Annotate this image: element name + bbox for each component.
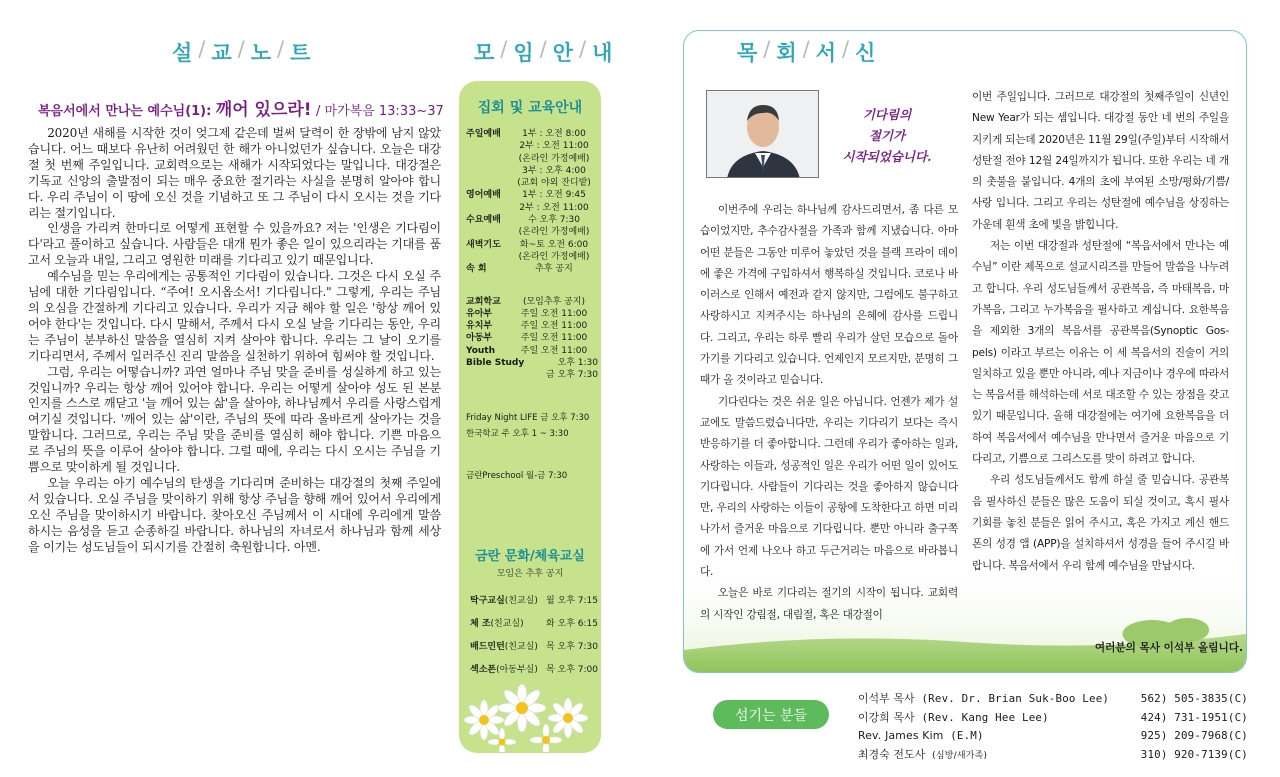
- staff-name: 최경숙 전도사: [858, 747, 926, 761]
- staff-name: 이강희 목사: [858, 710, 915, 724]
- title-separator: /: [198, 37, 206, 61]
- schedule-label: 주일예배: [466, 129, 501, 139]
- culture-label: 섹소폰: [470, 665, 497, 675]
- schedule-row: [466, 214, 598, 226]
- culture-note: (친교실): [504, 642, 538, 652]
- title-char: 회: [776, 41, 797, 65]
- letter-column-left: [700, 200, 958, 626]
- education-label: Youth: [466, 345, 495, 356]
- education-label: 교회학교: [466, 296, 501, 307]
- title-char: 트: [290, 41, 311, 65]
- staff-phone: 310) 920-7139(C): [1140, 747, 1248, 761]
- education-row: [466, 320, 598, 332]
- culture-label: 체 조: [470, 619, 491, 629]
- culture-time: 목 오후 7:30: [545, 642, 598, 652]
- letter-paragraph: 이번 주일입니다. 그러므로 대강절의 첫째주일이 신년인 New Year가 되는 셈입니다. 대강절 동안 네 번의 주일을 지키게 되는데 2020년은 11월 29일(주일)부터 시작해서 성탄절 전야 12월 24일까지가 됩니다. 또한 우리는 네 개의 촛불을 붙입니다. 4개의 초에 부여된 소망/평화/기쁨/사랑 입니다. 그리고 우리는 성탄절에 예수님을 상징하는 가운데 흰색 초에 빛을 밝힙니다.: [972, 91, 1229, 231]
- schedule-value: 2부 : 오전 11:00: [519, 202, 589, 213]
- sermon-heading-main: 깨어 있으라!: [215, 100, 312, 120]
- title-char: 내: [592, 41, 613, 65]
- education-value: 주일 오전 11:00: [520, 345, 588, 356]
- culture-time: 목 오후 7:00: [545, 665, 598, 675]
- schedule-row: [466, 153, 598, 165]
- tagline-line: 절기가: [868, 128, 906, 143]
- letter-paragraph: 기다린다는 것은 쉬운 일은 아닙니다. 언젠가 제가 설교에도 말씀드렸습니다만, 우리는 기다리기 보다는 즉시 반응하기를 더 좋아합니다. 그런데 우리가 좋아하는 일과, 사랑하는 이들과, 성공적인 일은 우리가 어떤 일이 있어도 기다립니다. 사람들이 기다리는 것을 좋아하지 않습니다만, 우리의 사랑하는 이들이 공항에 도착한다고 하면 미리 나가서 즐거운 마음으로 기다립니다. 뿐만 아니라 출구쪽에 가서 언제 나오나 하고 두근거리는 마음으로 바라봅니다.: [700, 395, 958, 579]
- education-label: 유아부: [466, 308, 493, 319]
- sermon-paragraph: 그럼, 우리는 어떻습니까? 과연 얼마나 주님 맞을 준비를 성실하게 하고 있는 것입니까? 우리는 항상 깨어 있어야 합니다. 우리는 어떻게 살아야 성도 된 본분인지를 스스로 깨닫고 '늘 깨어 있는 삶'을 살아야, 하나님께서 우리를 사랑스럽게 여기실 것입니다. '깨어 있는 삶'이란, 주님의 뜻에 따라 올바르게 살아가는 것을 말합니다. 그러므로, 우리는 주님 맞을 준비를 열심히 해야 합니다. 기쁜 마음으로 주님의 뜻을 이루어 살아야 합니다. 그럴 때에, 우리는 다시 오시는 주님을 기쁨으로 맞이하게 될 것입니다.: [28, 364, 441, 475]
- sermon-paragraph: 오늘 우리는 아기 예수님의 탄생을 기다리며 준비하는 대강절의 첫째 주일에 서 있습니다. 오실 주님을 맞이하기 위해 항상 주님을 향해 깨어 있어서 우리에게 오신 주님을 맞이하시기 바랍니다. 찾아오신 주님께서 이 시대에 우리에게 말씀하시는 음성을 듣고 순종하길 바랍니다. 하나님의 자녀로서 하나님과 함께 세상을 이기는 성도님들이 되시기를 간절히 축원합니다. 아멘.: [28, 475, 441, 554]
- schedule-label: 새벽기도: [466, 239, 501, 250]
- title-separator: /: [579, 37, 587, 61]
- schedule-value: 1부 : 오전 9:45: [522, 190, 586, 201]
- letter-section-title: [737, 37, 875, 67]
- sermon-heading: [38, 95, 444, 120]
- title-separator: /: [277, 37, 285, 61]
- schedule-value: 추후 공지: [535, 264, 573, 275]
- schedule-label: 수요예배: [466, 215, 501, 226]
- culture-label: 배드민턴: [470, 642, 505, 652]
- meeting-heading: 집회 및 교육안내: [477, 100, 583, 116]
- culture-note: (친교실): [490, 619, 524, 629]
- sermon-paragraph: 인생을 가리켜 한마디로 어떻게 표현할 수 있을까요? 저는 '인생은 기다림이다'라고 풀이하고 싶습니다. 사람들은 대개 뭔가 좋은 일이 있으리라는 기대를 품고서 오늘과 내일, 그리고 영원한 미래를 기다리고 있기 때문입니다.: [28, 221, 441, 268]
- schedule-row: [466, 251, 598, 263]
- education-row: [466, 296, 598, 308]
- education-label: Bible Study: [466, 358, 525, 369]
- title-char: 모: [474, 41, 495, 65]
- culture-subtitle: 모임은 추후 공지: [496, 569, 564, 579]
- pastor-photo: [706, 90, 819, 178]
- daisy-flower: [498, 684, 546, 732]
- culture-list: [470, 590, 598, 682]
- education-value: 금 오후 7:30: [545, 370, 598, 381]
- staff-row: [858, 727, 1248, 746]
- schedule-label: 속 회: [466, 264, 487, 275]
- staff-row: [858, 690, 1248, 709]
- tagline-line: 시작되었습니다.: [842, 149, 932, 164]
- schedule-row: [466, 140, 598, 152]
- preschool-schedule: 금란Preschool 월-금 7:30: [466, 471, 568, 482]
- culture-time: 월 오후 7:15: [545, 596, 598, 606]
- daisy-flower: [548, 698, 588, 738]
- schedule-row: [466, 263, 598, 275]
- education-value: 주일 오전 11:00: [520, 308, 588, 319]
- education-row: [466, 345, 598, 357]
- schedule-value: 2부 : 오전 11:00: [519, 141, 589, 152]
- education-row: [466, 308, 598, 320]
- culture-row: [470, 613, 598, 636]
- title-separator: /: [802, 37, 810, 61]
- title-char: 신: [855, 41, 876, 65]
- schedule-value: (온라인 가정예배): [518, 153, 590, 164]
- sermon-section-title: [172, 37, 310, 67]
- letter-tagline: [826, 104, 948, 167]
- culture-heading: 금란 문화/체육교실: [475, 549, 585, 564]
- title-char: 교: [211, 41, 232, 65]
- culture-row: [470, 590, 598, 613]
- schedule-value: 1부 : 오전 8:00: [522, 129, 586, 139]
- schedule-row: [466, 189, 598, 201]
- education-label: 아동부: [466, 333, 493, 344]
- sermon-paragraph: 예수님을 믿는 우리에게는 공통적인 기다림이 있습니다. 그것은 다시 오실 주님에 대한 기다림입니다. “주여! 오시옵소서! 기다립니다." 그렇게, 우리는 주님의 오심을 간절하게 기다리고 있습니다. 우리가 지금 해야 할 일은 '항상 깨어 있어야 한다'는 것입니다. 다시 말해서, 주께서 다시 오실 날을 기다리는 동안, 우리는 주님이 분부하신 말씀을 열심히 지켜 살아야 합니다. 우리는 그 날이 오기를 기다리면서, 주께서 일러주신 진리 말씀을 실천하기 위하여 힘써야 할 것입니다.: [28, 269, 441, 363]
- schedule-row: [466, 239, 598, 251]
- schedule-row: [466, 165, 598, 177]
- title-separator: /: [842, 37, 850, 61]
- education-value: 오후 1:30: [557, 358, 598, 369]
- staff-phone: 925) 209-7968(C): [1140, 729, 1248, 743]
- culture-row: [470, 636, 598, 659]
- staff-list: [858, 690, 1248, 765]
- schedule-label: [466, 165, 510, 177]
- schedule-label: [466, 153, 510, 165]
- letter-paragraph: 이번주에 우리는 하나님께 감사드리면서, 좀 다른 모습이었지만, 추수감사절을 가족과 함께 지냈습니다. 아마 어떤 분들은 그동안 미루어 놓았던 것을 블랙 프라이 데이에 좋은 가격에 구입하셔서 행복하실 것입니다. 코로나 바이러스로 인해서 예전과 같지 않지만, 그럼에도 불구하고 사랑하시고 지켜주시는 하나님의 은혜에 감사를 드립니다. 그리고, 우리는 하루 빨리 우리가 살던 모습으로 돌아가기를 기다리고 있습니다. 언제인지 모르지만, 분명히 그때가 올 것이라고 믿습니다.: [700, 204, 958, 387]
- meeting-schedule: [466, 128, 598, 483]
- letter-paragraph: 저는 이번 대강절과 성탄절에 “복음서에서 만나는 예수님” 이란 제목으로 설교시리즈를 만들어 말씀을 나누려고 합니다. 우리 성도님들께서 공관복음, 즉 마태복음, 마가복음, 그리고 누가복음을 필사하고 계십니다. 요한복음을 제외한 3개의 복음서를 공관복음(Synoptic Gos-pels) 이라고 부르는 이유는 이 세 복음서의 진술이 거의 일치하고 있을 뿐만 아니라, 예나 지금이나 경우에 따라서는 복음서를 해석하는데 서로 대조할 수 있는 장점을 갖고 있기 때문입니다. 올해 대강절에는 여기에 요한복음을 더하여 복음서에서 예수님을 만나면서 즐거운 마음으로 기다리고, 기쁨으로 그리스도를 맞이 하려고 합니다.: [972, 240, 1229, 466]
- staff-note: (심방/새가족): [932, 750, 988, 761]
- schedule-label: [466, 202, 510, 214]
- title-separator: /: [763, 37, 771, 61]
- daisy-flowers-illustration: [462, 680, 598, 752]
- education-label: [466, 369, 510, 381]
- culture-note: (친교실): [504, 596, 538, 606]
- schedule-row: [466, 226, 598, 238]
- misc-schedule: 한국학교 주 오후 1 ~ 3:30: [466, 428, 569, 439]
- letter-paragraph: 우리 성도님들께서도 함께 하실 줄 믿습니다. 공관복음 필사하신 분들은 많은 도움이 되실 것이고, 혹시 필사 기회를 놓친 분들은 읽어 주시고, 혹은 가지고 계신 핸드폰의 성경 앱 (APP)을 설치하셔서 성경을 들어 주시길 바랍니다. 복음서에서 우리 함께 예수님을 만납시다.: [972, 474, 1229, 572]
- schedule-value: (온라인 가정예배): [518, 251, 590, 262]
- schedule-value: (온라인 가정예배): [518, 227, 590, 238]
- staff-phone: 424) 731-1951(C): [1140, 710, 1248, 724]
- education-value: 주일 오전 11:00: [520, 321, 588, 332]
- sermon-heading-reference: / 마가복음 13:33~37: [316, 104, 444, 119]
- letter-paragraph: 오늘은 바로 기다리는 절기의 시작이 됩니다. 교회력의 시작인 강림절, 대림절, 혹은 대강절이: [700, 587, 958, 621]
- schedule-value: 화~토 오전 6:00: [519, 239, 589, 250]
- culture-label: 탁구교실: [470, 596, 505, 606]
- sermon-body: [28, 126, 441, 555]
- education-row: [466, 332, 598, 344]
- staff-row: [858, 709, 1248, 728]
- title-char: 안: [552, 41, 574, 65]
- culture-row: [470, 659, 598, 682]
- schedule-label: [466, 177, 510, 189]
- education-label: 유치부: [466, 321, 493, 332]
- staff-name: Rev. James Kim: [858, 729, 944, 743]
- title-char: 노: [250, 41, 272, 65]
- education-value: 주일 오전 11:00: [520, 333, 588, 344]
- daisy-flower: [464, 700, 504, 740]
- schedule-row: [466, 202, 598, 214]
- staff-note: (Rev. Kang Hee Lee): [921, 710, 1049, 724]
- schedule-value: (교회 야외 잔디밭): [517, 178, 591, 189]
- tagline-line: 기다림의: [862, 107, 912, 122]
- education-value: (모임추후 공지): [522, 296, 586, 307]
- staff-name: 이석부 목사: [858, 692, 915, 705]
- schedule-label: [466, 140, 510, 152]
- staff-phone: 562) 505-3835(C): [1140, 692, 1248, 705]
- staff-note: (E.M): [950, 729, 984, 743]
- misc-schedule: Friday Night LIFE 금 오후 7:30: [466, 412, 590, 423]
- staff-note: (Rev. Dr. Brian Suk-Boo Lee): [921, 692, 1110, 705]
- schedule-row: [466, 128, 598, 140]
- education-row: [466, 369, 598, 381]
- sermon-heading-prefix: 복음서에서 만나는 예수님(1):: [38, 104, 212, 119]
- letter-column-right: [972, 87, 1229, 577]
- staff-row: [858, 746, 1248, 766]
- title-separator: /: [500, 37, 508, 61]
- education-row: [466, 357, 598, 369]
- title-char: 설: [172, 41, 193, 65]
- schedule-row: [466, 177, 598, 189]
- meeting-section-title: [474, 37, 612, 67]
- schedule-label: [466, 251, 510, 263]
- servants-label-button: 섬기는 분들: [713, 700, 829, 729]
- schedule-value: 3부 : 오후 4:00: [522, 165, 586, 176]
- pastor-portrait-image: [707, 91, 819, 178]
- schedule-label: 영어예배: [466, 190, 501, 201]
- culture-note: (아동부실): [496, 665, 538, 675]
- letter-signature: 여러분의 목사 이석부 올림니다.: [1094, 642, 1243, 654]
- title-char: 목: [737, 41, 758, 65]
- sermon-paragraph: 2020년 새해를 시작한 것이 엊그제 같은데 벌써 달력이 한 장밖에 남지 않았습니다. 어느 때보다 유난히 어려웠던 한 해가 아니었던가 싶습니다. 오늘은 대강절 첫 번째 주일입니다. 교회력으로는 새해가 시작되었다는 말입니다. 대강절은 기독교 신앙의 출발점이 되는 매우 중요한 절기라는 사실을 분명히 알아야 합니다. 우리 주님이 이 땅에 오신 것을 기념하고 또 그 주님이 다시 오시는 것을 기다리는 절기입니다.: [28, 126, 441, 220]
- title-char: 서: [815, 41, 837, 65]
- schedule-label: [466, 226, 510, 238]
- culture-time: 화 오후 6:15: [545, 619, 598, 629]
- title-separator: /: [237, 37, 245, 61]
- title-separator: /: [539, 37, 547, 61]
- title-char: 임: [513, 41, 534, 65]
- schedule-value: 수 오후 7:30: [527, 215, 580, 226]
